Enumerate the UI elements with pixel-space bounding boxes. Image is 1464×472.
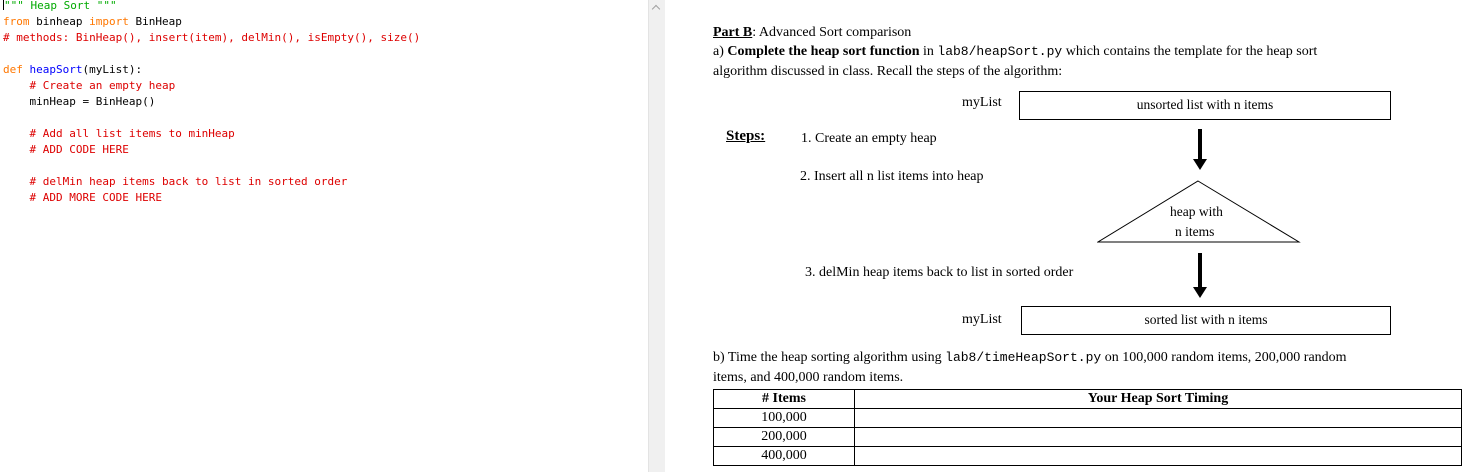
instruction-a-line2: algorithm discussed in class. Recall the steps of the algorithm: [713,64,1063,79]
code-line[interactable] [3,110,420,126]
table-header-items: # Items [714,390,855,409]
code-line[interactable] [3,174,420,190]
part-label: Part B [713,25,753,40]
code-token [3,175,30,188]
code-token: # ADD CODE HERE [29,143,129,156]
arrow-down-1-shaft [1198,129,1202,160]
sorted-list-box: sorted list with n items [1021,306,1391,335]
code-token: heapSort [29,63,83,76]
table-row [714,428,1462,447]
step-1: 1. Create an empty heap [801,131,937,146]
part-heading [713,25,911,41]
arrow-down-2-shaft [1198,253,1202,288]
code-text[interactable] [3,0,420,206]
code-line[interactable] [3,14,420,30]
code-token: binheap [29,15,90,28]
b-rest: on 100,000 random items, 200,000 random [1101,350,1347,365]
code-token: # Add all list items to minHeap [29,127,235,140]
code-line[interactable] [3,142,420,158]
code-line[interactable] [3,190,420,206]
code-token: from [3,15,30,28]
code-line[interactable] [3,126,420,142]
code-token: """ Heap Sort """ [4,0,117,12]
code-token [3,143,30,156]
code-token: minHeap = BinHeap() [3,95,156,108]
timing-table [713,389,1462,466]
editor-scrollbar[interactable] [648,0,665,472]
b-file: lab8/timeHeapSort.py [945,350,1102,365]
heap-label-line2: n items [1175,224,1215,239]
table-cell-timing[interactable] [855,428,1462,447]
code-line[interactable] [3,0,420,14]
a-in: in [919,44,938,59]
instruction-b-line2: items, and 400,000 random items. [713,370,904,385]
code-line[interactable] [3,30,420,46]
code-line[interactable] [3,46,420,62]
table-cell-items: 400,000 [714,447,855,466]
code-line[interactable] [3,94,420,110]
arrow-down-1-icon [1193,159,1207,170]
mylist-label-bottom: myList [962,312,1002,327]
a-file: lab8/heapSort.py [937,44,1063,59]
a-bold: Complete the heap sort function [727,44,920,59]
code-token: BinHeap [128,15,182,28]
arrow-down-2-icon [1193,287,1207,298]
table-cell-items: 200,000 [714,428,855,447]
steps-label: Steps: [726,128,766,144]
heap-label-line1: heap with [1170,204,1223,219]
a-rest: which contains the template for the heap sort [1062,44,1318,59]
document-pane [665,0,1464,472]
code-token: # methods: BinHeap(), insert(item), delMin(), isEmpty(), size() [3,31,421,44]
code-token: # ADD MORE CODE HERE [29,191,162,204]
code-token: import [89,15,129,28]
mylist-label-top: myList [962,95,1002,110]
table-cell-timing[interactable] [855,409,1462,428]
instruction-a-line1 [713,44,1317,60]
code-token [3,127,30,140]
part-title: : Advanced Sort comparison [752,25,912,40]
instruction-b-line1 [713,350,1347,366]
table-header-row [714,390,1462,409]
code-token: # delMin heap items back to list in sorted order [29,175,348,188]
b-prefix: b) Time the heap sorting algorithm using [713,350,946,365]
code-token: def [3,63,23,76]
table-row [714,409,1462,428]
step-2: 2. Insert all n list items into heap [800,169,984,184]
table-cell-timing[interactable] [855,447,1462,466]
code-token [3,191,30,204]
code-line[interactable] [3,158,420,174]
code-line[interactable] [3,62,420,78]
code-line[interactable] [3,78,420,94]
a-prefix: a) [713,44,728,59]
table-cell-items: 100,000 [714,409,855,428]
code-token: (myList): [82,63,143,76]
unsorted-list-box: unsorted list with n items [1019,91,1391,120]
step-3: 3. delMin heap items back to list in sorted order [805,265,1074,280]
table-row [714,447,1462,466]
code-editor[interactable] [0,0,648,472]
code-token [3,79,30,92]
code-token [23,63,30,76]
scroll-up-arrow-icon[interactable] [649,0,665,16]
code-token: # Create an empty heap [29,79,176,92]
table-header-timing: Your Heap Sort Timing [855,390,1462,409]
